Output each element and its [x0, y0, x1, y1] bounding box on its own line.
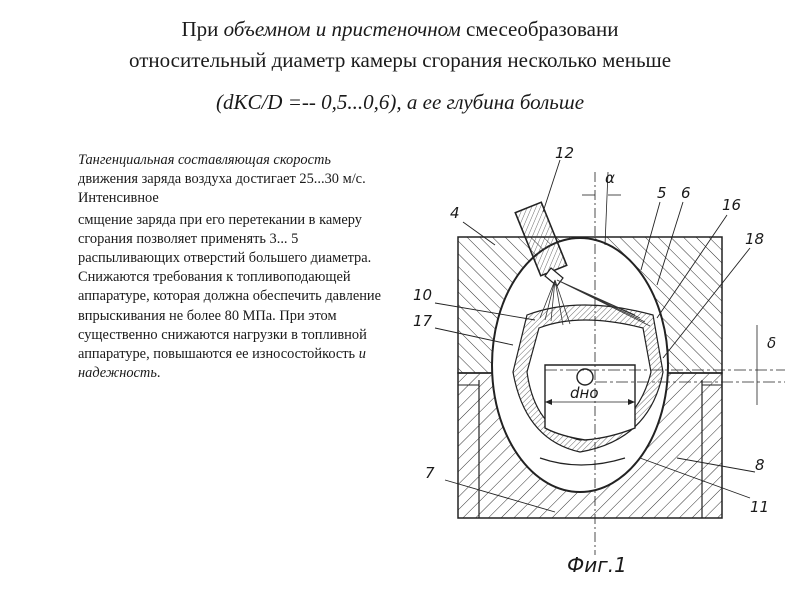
combustion-chamber-figure — [395, 140, 800, 600]
figure-caption: Фиг.1 — [567, 553, 627, 577]
body-text — [66, 151, 391, 383]
label-10: 10 — [413, 286, 433, 304]
label-11: 11 — [750, 498, 770, 516]
label-7: 7 — [425, 464, 435, 482]
title-line3: (dKC/D =-- 0,5...0,6), а ее глубина больше — [215, 90, 585, 114]
body-paragraph-2: смщение заряда при его перетекании в камеру сгорания позволяет применять 3... 5 распыливающих отверстий большего диаметра. Снижаются требования к топливоподающей аппаратуре, которая должна обеспечить давление впрыскивания не более 80 МПа. При этом существенно снижаются нагрузки в топливной аппаратуре, повышаются ее износостойкость и надежность. — [78, 211, 382, 382]
label-12: 12 — [555, 144, 575, 162]
label-5: 5 — [657, 184, 667, 202]
label-dno: dно — [570, 384, 599, 402]
combustion-chamber — [492, 238, 668, 492]
title-line2: относительный диаметр камеры сгорания несколько меньше — [128, 48, 672, 72]
title-line1: При объемном и пристеночном смесеобразовани — [181, 17, 619, 41]
label-4: 4 — [450, 204, 460, 222]
title-emphasis: объемном и пристеночном — [223, 17, 461, 41]
label-8: 8 — [755, 456, 765, 474]
figure-drawing — [395, 140, 800, 600]
label-delta: δ — [767, 334, 777, 352]
label-16: 16 — [722, 196, 742, 214]
label-17: 17 — [413, 312, 433, 330]
label-alpha: α — [605, 169, 615, 187]
label-18: 18 — [745, 230, 765, 248]
slide-title — [0, 14, 800, 118]
body-paragraph-1: Тангенциальная составляющая скорость движения заряда воздуха достигает 25...30 м/с. Интенсивное — [78, 152, 366, 207]
label-6: 6 — [681, 184, 691, 202]
